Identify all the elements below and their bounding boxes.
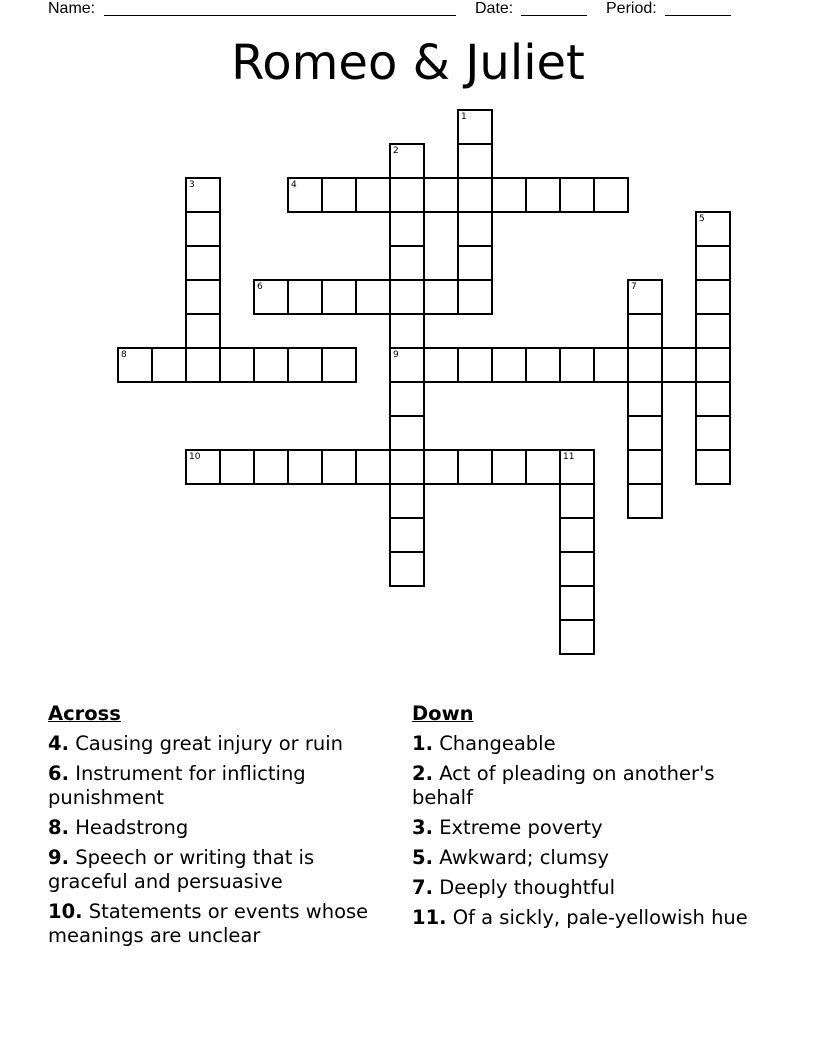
across-clues [48,702,393,954]
grid-cell[interactable] [457,211,493,247]
date-label: Date: [475,0,514,17]
grid-cell[interactable] [491,177,527,213]
grid-cell[interactable] [627,415,663,451]
grid-cell[interactable] [627,279,663,315]
clue-number: 4. [48,732,69,755]
grid-cell[interactable] [253,347,289,383]
grid-cell[interactable] [491,347,527,383]
clue-number: 2. [412,762,433,785]
grid-cell[interactable] [559,449,595,485]
clue-number: 11. [412,906,447,929]
grid-cell[interactable] [491,449,527,485]
clue-number: 6. [48,762,69,785]
period-label: Period: [606,0,657,17]
down-clues [412,702,762,936]
page-title: Romeo & Juliet [231,35,585,91]
grid-cell[interactable] [287,279,323,315]
grid-cell[interactable] [695,381,731,417]
grid-cell[interactable] [423,347,459,383]
grid-cell[interactable] [389,551,425,587]
grid-cell[interactable] [457,177,493,213]
grid-cell[interactable] [593,177,629,213]
grid-cell[interactable] [559,585,595,621]
grid-cell[interactable] [117,347,153,383]
grid-cell[interactable] [661,347,697,383]
clue-number: 10. [48,900,83,923]
across-clue [48,732,393,756]
clue-number: 5. [412,846,433,869]
clue-number: 9 [393,350,399,360]
grid-cell[interactable] [287,347,323,383]
grid-cell[interactable] [559,177,595,213]
grid-cell[interactable] [389,381,425,417]
clue-number: 3 [189,180,195,190]
grid-cell[interactable] [321,279,357,315]
across-heading: Across [48,702,121,725]
grid-cell[interactable] [321,177,357,213]
down-clue [412,732,762,756]
grid-cell[interactable] [627,381,663,417]
grid-cell[interactable] [457,143,493,179]
clue-number: 1 [461,112,467,122]
grid-cell[interactable] [185,449,221,485]
across-clue [48,816,393,840]
clue-number: 10 [189,452,201,462]
grid-cell[interactable] [219,449,255,485]
grid-cell[interactable] [423,279,459,315]
clue-text: Act of pleading on another's behalf [412,762,715,809]
clue-number: 11 [563,452,575,462]
grid-cell[interactable] [627,483,663,519]
grid-cell[interactable] [389,415,425,451]
grid-cell[interactable] [559,483,595,519]
grid-cell[interactable] [627,449,663,485]
grid-cell[interactable] [695,449,731,485]
down-clue [412,816,762,840]
grid-cell[interactable] [321,347,357,383]
clue-number: 2 [393,146,399,156]
grid-cell[interactable] [185,347,221,383]
clue-number: 3. [412,816,433,839]
grid-cell[interactable] [355,177,391,213]
grid-cell[interactable] [695,245,731,281]
clue-number: 8. [48,816,69,839]
clue-text: Headstrong [75,816,189,839]
grid-cell[interactable] [185,211,221,247]
grid-cell[interactable] [695,415,731,451]
across-clue [48,846,393,894]
grid-cell[interactable] [627,347,663,383]
grid-cell[interactable] [389,483,425,519]
grid-cell[interactable] [253,279,289,315]
grid-cell[interactable] [389,143,425,179]
grid-cell[interactable] [287,177,323,213]
grid-cell[interactable] [355,279,391,315]
grid-cell[interactable] [525,347,561,383]
grid-cell[interactable] [559,551,595,587]
grid-cell[interactable] [457,347,493,383]
grid-cell[interactable] [525,177,561,213]
grid-cell[interactable] [389,279,425,315]
grid-cell[interactable] [559,347,595,383]
grid-cell[interactable] [593,347,629,383]
clue-number: 6 [257,282,263,292]
grid-cell[interactable] [457,109,493,145]
grid-cell[interactable] [423,449,459,485]
clue-number: 1. [412,732,433,755]
clue-text: Extreme poverty [439,816,603,839]
grid-cell[interactable] [457,279,493,315]
clue-text: Of a sickly, pale-yellowish hue [452,906,748,929]
grid-cell[interactable] [185,313,221,349]
clue-text: Speech or writing that is graceful and persuasive [48,846,315,893]
clue-text: Deeply thoughtful [439,876,616,899]
grid-cell[interactable] [185,245,221,281]
grid-cell[interactable] [219,347,255,383]
down-heading: Down [412,702,474,725]
grid-cell[interactable] [321,449,357,485]
clue-number: 7. [412,876,433,899]
grid-cell[interactable] [525,449,561,485]
grid-cell[interactable] [389,313,425,349]
grid-cell[interactable] [253,449,289,485]
down-clue [412,906,762,930]
grid-cell[interactable] [559,517,595,553]
clue-text: Causing great injury or ruin [75,732,343,755]
grid-cell[interactable] [185,177,221,213]
grid-cell[interactable] [389,177,425,213]
grid-cell[interactable] [151,347,187,383]
grid-cell[interactable] [389,449,425,485]
grid-cell[interactable] [457,449,493,485]
grid-cell[interactable] [695,313,731,349]
grid-cell[interactable] [695,279,731,315]
clue-number: 4 [291,180,297,190]
grid-cell[interactable] [185,279,221,315]
clue-number: 5 [699,214,705,224]
grid-cell[interactable] [355,449,391,485]
grid-cell[interactable] [389,211,425,247]
grid-cell[interactable] [627,313,663,349]
clue-number: 8 [121,350,127,360]
grid-cell[interactable] [389,245,425,281]
across-clue [48,762,393,810]
down-clue [412,846,762,870]
grid-cell[interactable] [695,347,731,383]
grid-cell[interactable] [287,449,323,485]
down-clue [412,762,762,810]
down-clue [412,876,762,900]
clue-text: Statements or events whose meanings are unclear [48,900,369,947]
grid-cell[interactable] [389,347,425,383]
grid-cell[interactable] [559,619,595,655]
clue-text: Instrument for inflicting punishment [48,762,306,809]
grid-cell[interactable] [423,177,459,213]
clue-number: 9. [48,846,69,869]
clue-number: 7 [631,282,637,292]
across-clue [48,900,393,948]
grid-cell[interactable] [457,245,493,281]
clue-text: Awkward; clumsy [439,846,609,869]
name-label: Name: [48,0,96,17]
grid-cell[interactable] [389,517,425,553]
clue-text: Changeable [439,732,556,755]
grid-cell[interactable] [695,211,731,247]
